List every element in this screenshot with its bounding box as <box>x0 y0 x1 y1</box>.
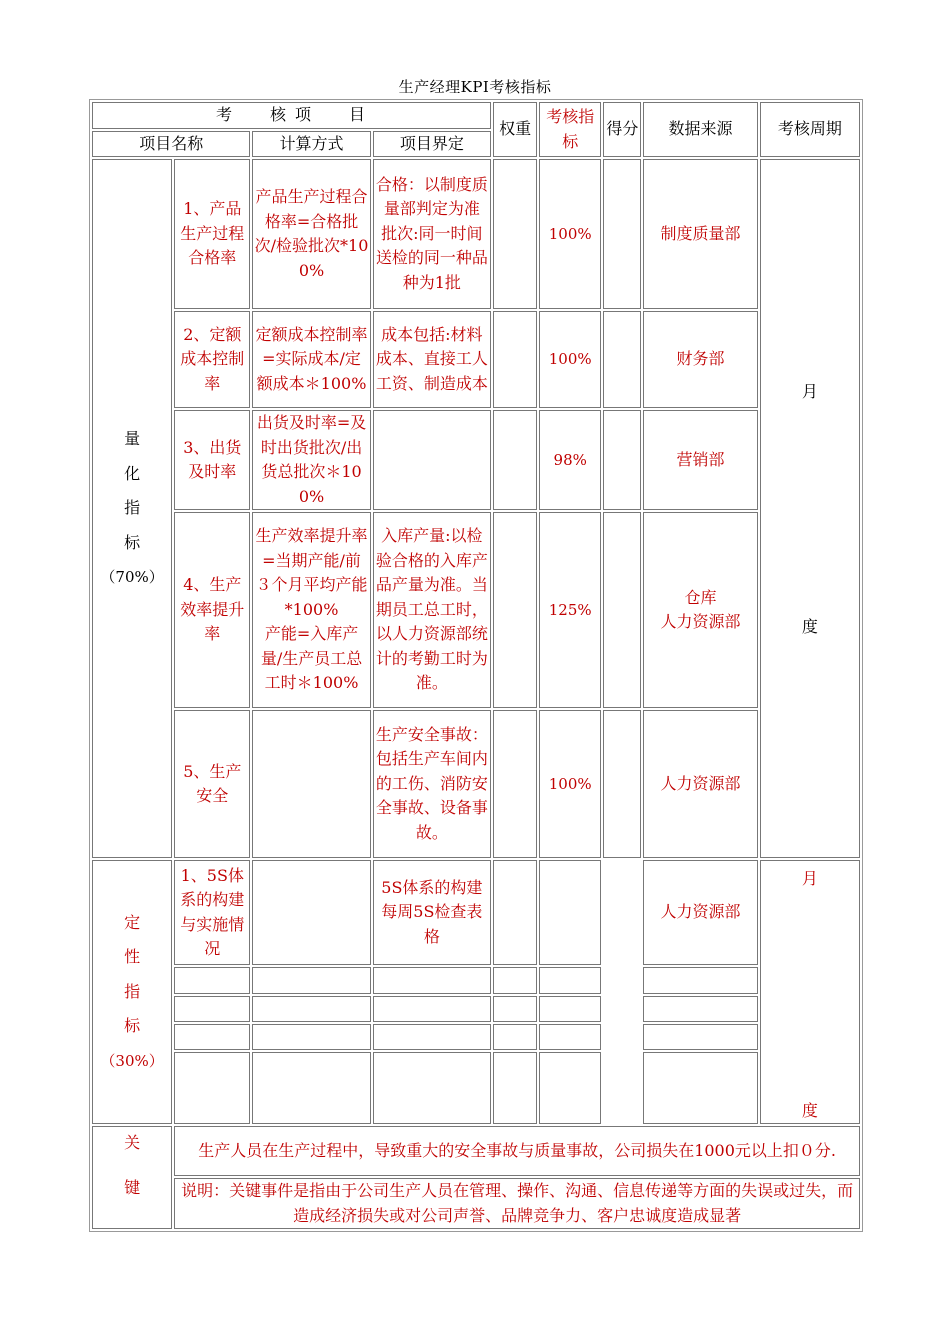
table-row <box>92 1178 860 1229</box>
qual-label-char: 标 <box>124 1016 141 1036</box>
quant-source: 财务部 <box>643 311 757 408</box>
table-row <box>92 967 860 993</box>
quant-method: 生产效率提升率=当期产能/前３个月平均产能*100% 产能=入库产量/生产员工总工时＊100% <box>252 512 370 708</box>
quant-period-top: 月 <box>801 382 818 401</box>
empty-cell <box>539 1052 601 1124</box>
key-label-char: 键 <box>124 1177 141 1197</box>
quant-definition: 入库产量:以检验合格的入库产品产量为准。当期员工总工时，以人力资源部统计的考勤工时为准。 <box>373 512 491 708</box>
quant-target: 100% <box>539 311 601 408</box>
empty-cell <box>174 1052 250 1124</box>
empty-cell <box>493 996 537 1022</box>
quant-score <box>603 512 641 708</box>
qual-method <box>252 860 370 965</box>
header-target: 考核指标 <box>539 102 601 157</box>
qual-section-label <box>92 860 172 1124</box>
quant-label-char: 标 <box>124 532 141 552</box>
empty-cell <box>539 967 601 993</box>
table-row <box>92 1126 860 1176</box>
quant-name: 2、定额成本控制率 <box>174 311 250 408</box>
empty-cell <box>174 996 250 1022</box>
qual-label-char: 定 <box>124 912 141 932</box>
qual-target <box>539 860 601 965</box>
empty-cell <box>603 1052 641 1124</box>
header-group-label: 考 核 项 目 <box>92 102 491 129</box>
qual-label-char: 指 <box>124 981 141 1001</box>
key-section-label <box>92 1126 172 1229</box>
empty-cell <box>373 967 491 993</box>
quant-method <box>252 710 370 858</box>
quant-target: 100% <box>539 710 601 858</box>
qual-definition: 5S体系的构建每周5S检查表格 <box>373 860 491 965</box>
quant-target: 125% <box>539 512 601 708</box>
empty-cell <box>643 1024 757 1050</box>
qual-label-percent: （30%） <box>100 1051 164 1070</box>
empty-cell <box>603 1024 641 1050</box>
empty-cell <box>373 996 491 1022</box>
quant-source: 制度质量部 <box>643 159 757 309</box>
quant-method: 出货及时率=及时出货批次/出货总批次＊100% <box>252 410 370 510</box>
quant-name: 5、生产安全 <box>174 710 250 858</box>
quant-name: 3、出货及时率 <box>174 410 250 510</box>
quant-period <box>760 159 860 858</box>
qual-period <box>760 860 860 1124</box>
table-row <box>92 996 860 1022</box>
key-event-note: 说明：关键事件是指由于公司生产人员在管理、操作、沟通、信息传递等方面的失误或过失，而造成经济损失或对公司声誉、品牌竞争力、客户忠诚度造成显著 <box>174 1178 860 1229</box>
quant-score <box>603 311 641 408</box>
header-score: 得分 <box>603 102 641 157</box>
quant-definition: 成本包括:材料成本、直接工人工资、制造成本 <box>373 311 491 408</box>
empty-cell <box>373 1052 491 1124</box>
empty-cell <box>252 996 370 1022</box>
header-name: 项目名称 <box>92 131 250 158</box>
empty-cell <box>493 1024 537 1050</box>
quant-label-char: 化 <box>124 463 141 483</box>
qual-score <box>603 860 641 965</box>
table-row <box>92 512 860 708</box>
empty-cell <box>373 1024 491 1050</box>
quant-target: 100% <box>539 159 601 309</box>
qual-name: 1、5S体系的构建与实施情况 <box>174 860 250 965</box>
quant-target: 98% <box>539 410 601 510</box>
empty-cell <box>643 996 757 1022</box>
quant-label-percent: （70%） <box>100 568 164 587</box>
empty-cell <box>252 1024 370 1050</box>
empty-cell <box>252 1052 370 1124</box>
page-title: 生产经理KPI考核指标 <box>398 78 552 96</box>
header-period: 考核周期 <box>760 102 860 157</box>
quant-label-char: 指 <box>124 498 141 518</box>
quant-score <box>603 159 641 309</box>
qual-period-bottom: 度 <box>801 1100 818 1120</box>
quant-method: 产品生产过程合格率=合格批次/检验批次*100% <box>252 159 370 309</box>
quant-weight <box>493 512 537 708</box>
empty-cell <box>493 1052 537 1124</box>
header-method: 计算方式 <box>252 131 370 158</box>
quant-score <box>603 710 641 858</box>
key-event-text: 生产人员在生产过程中，导致重大的安全事故与质量事故，公司损失在1000元以上扣０分. <box>174 1126 860 1176</box>
quant-definition <box>373 410 491 510</box>
table-row <box>92 1052 860 1124</box>
table-row <box>92 159 860 309</box>
quant-section-label <box>92 159 172 858</box>
quant-method: 定额成本控制率=实际成本/定额成本＊100% <box>252 311 370 408</box>
quant-source: 仓库 人力资源部 <box>643 512 757 708</box>
quant-score <box>603 410 641 510</box>
table-row <box>92 860 860 965</box>
qual-period-top: 月 <box>801 869 818 888</box>
quant-name: 1、产品生产过程合格率 <box>174 159 250 309</box>
header-definition: 项目界定 <box>373 131 491 158</box>
quant-definition: 生产安全事故：包括生产车间内的工伤、消防安全事故、设备事故。 <box>373 710 491 858</box>
quant-source: 人力资源部 <box>643 710 757 858</box>
qual-label-char: 性 <box>124 947 141 967</box>
key-label-char: 关 <box>124 1133 141 1152</box>
quant-source: 营销部 <box>643 410 757 510</box>
empty-cell <box>643 967 757 993</box>
quant-weight <box>493 710 537 858</box>
empty-cell <box>643 1052 757 1124</box>
quant-weight <box>493 311 537 408</box>
empty-cell <box>252 967 370 993</box>
quant-weight <box>493 159 537 309</box>
header-weight: 权重 <box>493 102 537 157</box>
empty-cell <box>539 1024 601 1050</box>
table-row <box>92 1024 860 1050</box>
empty-cell <box>539 996 601 1022</box>
empty-cell <box>603 996 641 1022</box>
quant-definition: 合格：以制度质量部判定为准 批次:同一时间送检的同一种品种为1批 <box>373 159 491 309</box>
qual-weight <box>493 860 537 965</box>
quant-label-char: 量 <box>124 429 141 449</box>
table-row <box>92 710 860 858</box>
empty-cell <box>493 967 537 993</box>
kpi-table <box>89 99 863 1232</box>
quant-weight <box>493 410 537 510</box>
header-source: 数据来源 <box>643 102 757 157</box>
qual-source: 人力资源部 <box>643 860 757 965</box>
quant-name: 4、生产效率提升率 <box>174 512 250 708</box>
table-row <box>92 410 860 510</box>
empty-cell <box>174 1024 250 1050</box>
empty-cell <box>174 967 250 993</box>
empty-cell <box>603 967 641 993</box>
table-row <box>92 311 860 408</box>
quant-period-bottom: 度 <box>801 616 818 636</box>
